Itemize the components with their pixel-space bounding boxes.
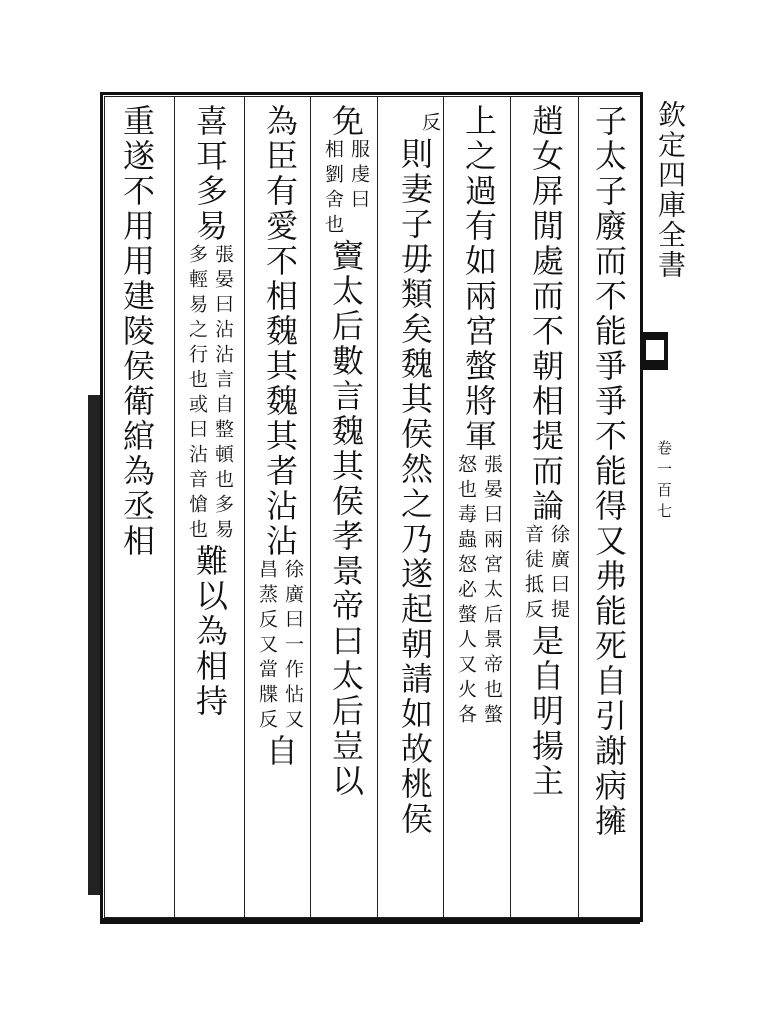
main-text: 子太子廢而不能爭爭不能得又弗能死自引謝病擁 <box>590 104 628 839</box>
main-text: 難以為相持 <box>191 544 229 719</box>
annotation <box>322 139 370 239</box>
annotation-line: 徐廣曰一作怗又 <box>282 559 304 734</box>
fishtail-mark-inner <box>646 340 664 360</box>
column-rule <box>244 96 245 918</box>
text-column-4 <box>389 112 441 837</box>
main-text: 免 <box>327 104 365 139</box>
volume-label: 卷一百七 <box>655 440 673 524</box>
bottom-border <box>100 918 640 924</box>
scan-blot <box>88 395 100 895</box>
annotation <box>455 454 503 729</box>
text-column-3 <box>455 104 503 729</box>
gutter-edge <box>640 92 643 922</box>
column-rule <box>443 96 444 918</box>
book-title: 欽定四庫全書 <box>654 100 687 280</box>
column-rule <box>578 96 579 918</box>
main-text: 為臣有愛不相魏其魏其者沾沾 <box>261 104 299 559</box>
main-text: 則妻子毋類矣魏其侯然之乃遂起朝請如故桃侯 <box>396 137 434 837</box>
annotation-line: 昌蒸反又當牒反 <box>256 559 278 734</box>
text-column-8 <box>118 104 156 559</box>
column-rule <box>377 96 378 918</box>
annotation-line: 服虔曰 <box>348 139 370 214</box>
main-text: 是自明揚主 <box>527 624 565 799</box>
main-text: 上之過有如兩宮螫將軍 <box>460 104 498 454</box>
annotation <box>186 244 234 544</box>
annotation-line: 怒也毒蟲怒必螫人又火各 <box>455 454 477 729</box>
annotation-line: 張晏曰兩宮太后景帝也螫 <box>481 454 503 729</box>
text-column-6 <box>256 104 304 769</box>
column-rule <box>510 96 511 918</box>
main-text: 重遂不用用建陵侯衛綰為丞相 <box>118 104 156 559</box>
annotation-line: 音徒抵反 <box>522 524 544 624</box>
annotation-line: 相劉舍也 <box>322 139 344 239</box>
annotation-line: 多輕易之行也或曰沾音愴也 <box>186 244 208 544</box>
annotation-line: 張晏曰沾沾言自整頓也多易 <box>212 244 234 544</box>
text-column-1 <box>590 104 628 839</box>
main-text: 趙女屏閒處而不朝相提而論 <box>527 104 565 524</box>
annotation-line: 反 <box>419 112 441 137</box>
annotation <box>522 524 570 624</box>
text-column-5 <box>322 104 370 799</box>
text-column-7 <box>186 104 234 719</box>
text-column-2 <box>522 104 570 799</box>
column-rule <box>310 96 311 918</box>
annotation <box>256 559 304 734</box>
annotation-line: 徐廣曰提 <box>548 524 570 624</box>
column-rule <box>174 96 175 918</box>
main-text: 自 <box>261 734 299 769</box>
main-text: 喜耳多易 <box>191 104 229 244</box>
main-text: 竇太后數言魏其侯孝景帝曰太后豈以 <box>327 239 365 799</box>
